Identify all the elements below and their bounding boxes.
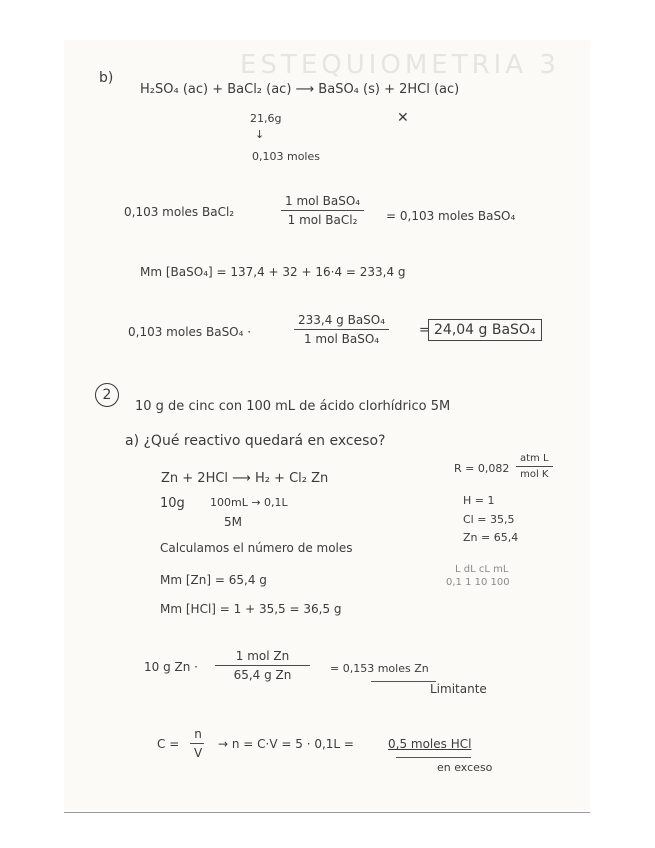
concentration-formula: C =	[157, 737, 180, 751]
c-denominator: V	[194, 746, 203, 760]
mass-numerator: 233,4 g BaSO₄	[298, 313, 386, 327]
limiting-reagent-label: Limitante	[430, 682, 487, 696]
page-bottom-rule	[64, 812, 590, 813]
mass-denominator: 1 mol BaSO₄	[303, 332, 380, 346]
zn-calc-start: 10 g Zn ·	[144, 660, 198, 674]
concentration: 5M	[224, 515, 242, 529]
molar-mass-baso4: Mm [BaSO₄] = 137,4 + 32 + 16·4 = 233,4 g	[140, 265, 406, 279]
down-arrow: ↓	[255, 128, 265, 141]
underline-rule	[396, 757, 471, 758]
gas-constant-label: R = 0,082	[454, 462, 510, 475]
unit-scale-values: 0,1 1 10 100	[446, 577, 510, 588]
reaction-equation-b: H₂SO₄ (ac) + BaCl₂ (ac) ⟶ BaSO₄ (s) + 2HCl (ac)	[140, 82, 460, 97]
atomic-mass-zn: Zn = 65,4	[463, 531, 519, 544]
molar-mass-hcl: Mm [HCl] = 1 + 35,5 = 36,5 g	[160, 602, 342, 616]
conversion-start: 0,103 moles BaCl₂	[124, 205, 235, 219]
gas-units-numerator: atm L	[520, 453, 549, 464]
conversion-numerator: 1 mol BaSO₄	[285, 194, 361, 208]
conversion-denominator: 1 mol BaCl₂	[287, 213, 358, 227]
unit-scale-headers: L dL cL mL	[455, 564, 509, 575]
mass-factor	[294, 313, 389, 346]
atomic-mass-h: H = 1	[463, 494, 495, 507]
zn-numerator: 1 mol Zn	[235, 649, 290, 663]
conversion-factor	[281, 194, 364, 227]
boxed-answer: 24,04 g BaSO₄	[428, 319, 542, 341]
zn-mass: 10g	[160, 496, 185, 511]
underline-rule	[371, 681, 436, 682]
problem-number-circle: 2	[95, 383, 119, 407]
zn-moles-result: = 0,153 moles Zn	[330, 662, 429, 675]
x-mark: ✕	[397, 110, 409, 126]
calc-moles-text: Calculamos el número de moles	[160, 541, 353, 555]
fraction-bar	[281, 210, 364, 211]
conversion-result: = 0,103 moles BaSO₄	[386, 209, 516, 223]
fraction-bar	[215, 665, 310, 666]
mass-equals: =	[419, 323, 430, 338]
c-fraction	[190, 727, 206, 760]
fraction-bar	[190, 743, 204, 744]
gas-units-denominator: mol K	[520, 469, 549, 480]
excess-label: en exceso	[437, 761, 493, 774]
fraction-bar	[294, 329, 389, 330]
molar-mass-zn: Mm [Zn] = 65,4 g	[160, 573, 267, 587]
mass-given: 21,6g	[250, 112, 282, 125]
problem-statement: 10 g de cinc con 100 mL de ácido clorhídrico 5M	[135, 399, 451, 414]
bleed-through-title: ESTEQUIOMETRIA 3	[240, 50, 560, 80]
reaction-equation-2: Zn + 2HCl ⟶ H₂ + Cl₂ Zn	[161, 471, 329, 486]
mass-calc-start: 0,103 moles BaSO₄ ·	[128, 325, 252, 339]
item-b-label: b)	[99, 70, 114, 86]
atomic-mass-cl: Cl = 35,5	[463, 513, 515, 526]
gas-constant-units	[516, 453, 553, 480]
c-numerator: n	[194, 727, 202, 741]
moles-hcl-calc: → n = C·V = 5 · 0,1L =	[218, 737, 354, 751]
moles-hcl-result: 0,5 moles HCl	[388, 737, 472, 751]
question-a: a) ¿Qué reactivo quedará en exceso?	[125, 433, 386, 449]
zn-factor	[215, 649, 310, 682]
moles-given: 0,103 moles	[252, 150, 320, 163]
volume-conversion: 100mL → 0,1L	[210, 496, 288, 509]
notebook-page	[64, 40, 590, 810]
fraction-bar	[516, 466, 553, 467]
zn-denominator: 65,4 g Zn	[233, 668, 292, 682]
